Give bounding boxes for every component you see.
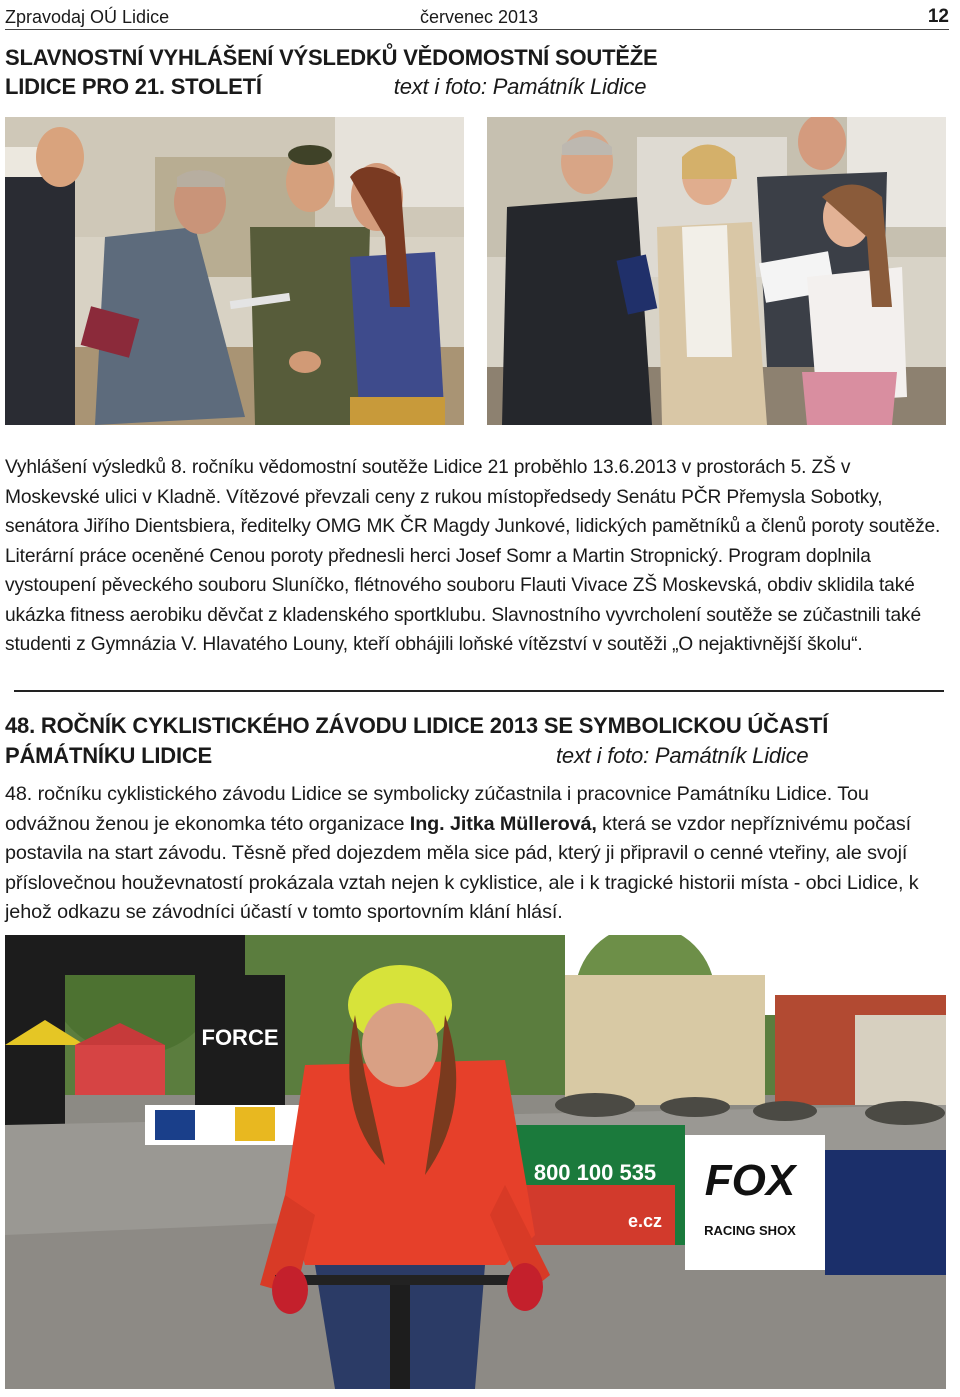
cycling-race-photo xyxy=(5,935,946,1389)
article2-body-highlight: Ing. Jitka Müllerová, xyxy=(409,812,597,835)
article1-title-line2-row xyxy=(5,72,945,101)
issue-date: červenec 2013 xyxy=(420,7,539,27)
article1-credit xyxy=(394,74,646,99)
article2-title-line1: 48. ROČNÍK CYKLISTICKÉHO ZÁVODU LIDICE 2013 SE SYMBOLICKOU ÚČASTÍ xyxy=(5,713,829,738)
article2-credit-name: Památník Lidice xyxy=(654,743,809,768)
banner-web-text: e.cz xyxy=(627,1211,663,1231)
article2-body-part1: 48. ročníku cyklistického závodu Lidice se symbolicky zúčastnila i pracovnice Památníku Lidice. Tou odvážnou ženou je ekonomka této organizace xyxy=(5,783,869,835)
cycling-race-photo-image xyxy=(5,935,946,1389)
award-ceremony-photo-1-image xyxy=(5,117,464,425)
article1-credit-prefix: text i foto: xyxy=(393,74,493,99)
article-separator xyxy=(14,690,944,692)
publication-name: Zpravodaj OÚ Lidice xyxy=(5,7,170,27)
award-ceremony-photo-2 xyxy=(487,117,946,425)
article2-body xyxy=(5,780,950,928)
award-ceremony-photo-2-image xyxy=(487,117,946,425)
article2-credit xyxy=(556,743,808,768)
award-ceremony-photo-1 xyxy=(5,117,464,425)
page-number: 12 xyxy=(927,6,949,27)
banner-fox-text: FOX xyxy=(704,1156,796,1205)
article1-title-line2: LIDICE PRO 21. STOLETÍ xyxy=(5,74,262,99)
article2-title-line2: PÁMÁTNÍKU LIDICE xyxy=(5,743,213,768)
article2-title-line2-row xyxy=(5,741,945,771)
page-header xyxy=(5,5,949,30)
article1-credit-name: Památník Lidice xyxy=(492,74,647,99)
banner-phone-text: 800 100 535 xyxy=(533,1160,657,1185)
article2-title xyxy=(5,711,945,771)
banner-racing-text: RACING SHOX xyxy=(704,1223,796,1238)
article1-body: Vyhlášení výsledků 8. ročníku vědomostní soutěže Lidice 21 proběhlo 13.6.2013 v prostorách 5. ZŠ v Moskevské ulici v Kladně. Vítězové převzali ceny z rukou místopředsedy Senátu PČR Přemysla Sobotky, senátora Jiřího Dientsbiera, ředitelky OMG MK ČR Magdy Junkové, lidických pamětníků a členů poroty soutěže. Literární práce oceněné Cenou poroty přednesli herci Josef Somr a Martin Stropnický. Program doplnila vystoupení pěveckého souboru Sluníčko, flétnového souboru Flauti Vivace ZŠ Moskevská, obdiv sklidila také ukázka fitness aerobiku děvčat z kladenského sportklubu. Slavnostního vyvrcholení soutěže se zúčastnili také studenti z Gymnázia V. Hlavatého Louny, kteří obhájili loňské vítězství v soutěži „O nejaktivnější školu“. xyxy=(5,457,941,655)
banner-force-text: FORCE xyxy=(201,1025,279,1050)
article2-credit-prefix: text i foto: xyxy=(556,743,655,768)
article1-title xyxy=(5,43,945,101)
article1-title-line1: SLAVNOSTNÍ VYHLÁŠENÍ VÝSLEDKŮ VĚDOMOSTNÍ SOUTĚŽE xyxy=(5,45,658,70)
article2-body-part2: která se vzdor nepříznivému počasí postavila na start závodu. Těsně před dojezdem měla sice pád, který ji připravil o cenné vteřiny, ale svojí příslovečnou houževnatostí prokázala vztah nejen k cyklistice, ale i k tragické historii místa - obci Lidice, k jehož odkazu se závodníci účastí v tomto sportovním klání hlásí. xyxy=(5,812,919,923)
